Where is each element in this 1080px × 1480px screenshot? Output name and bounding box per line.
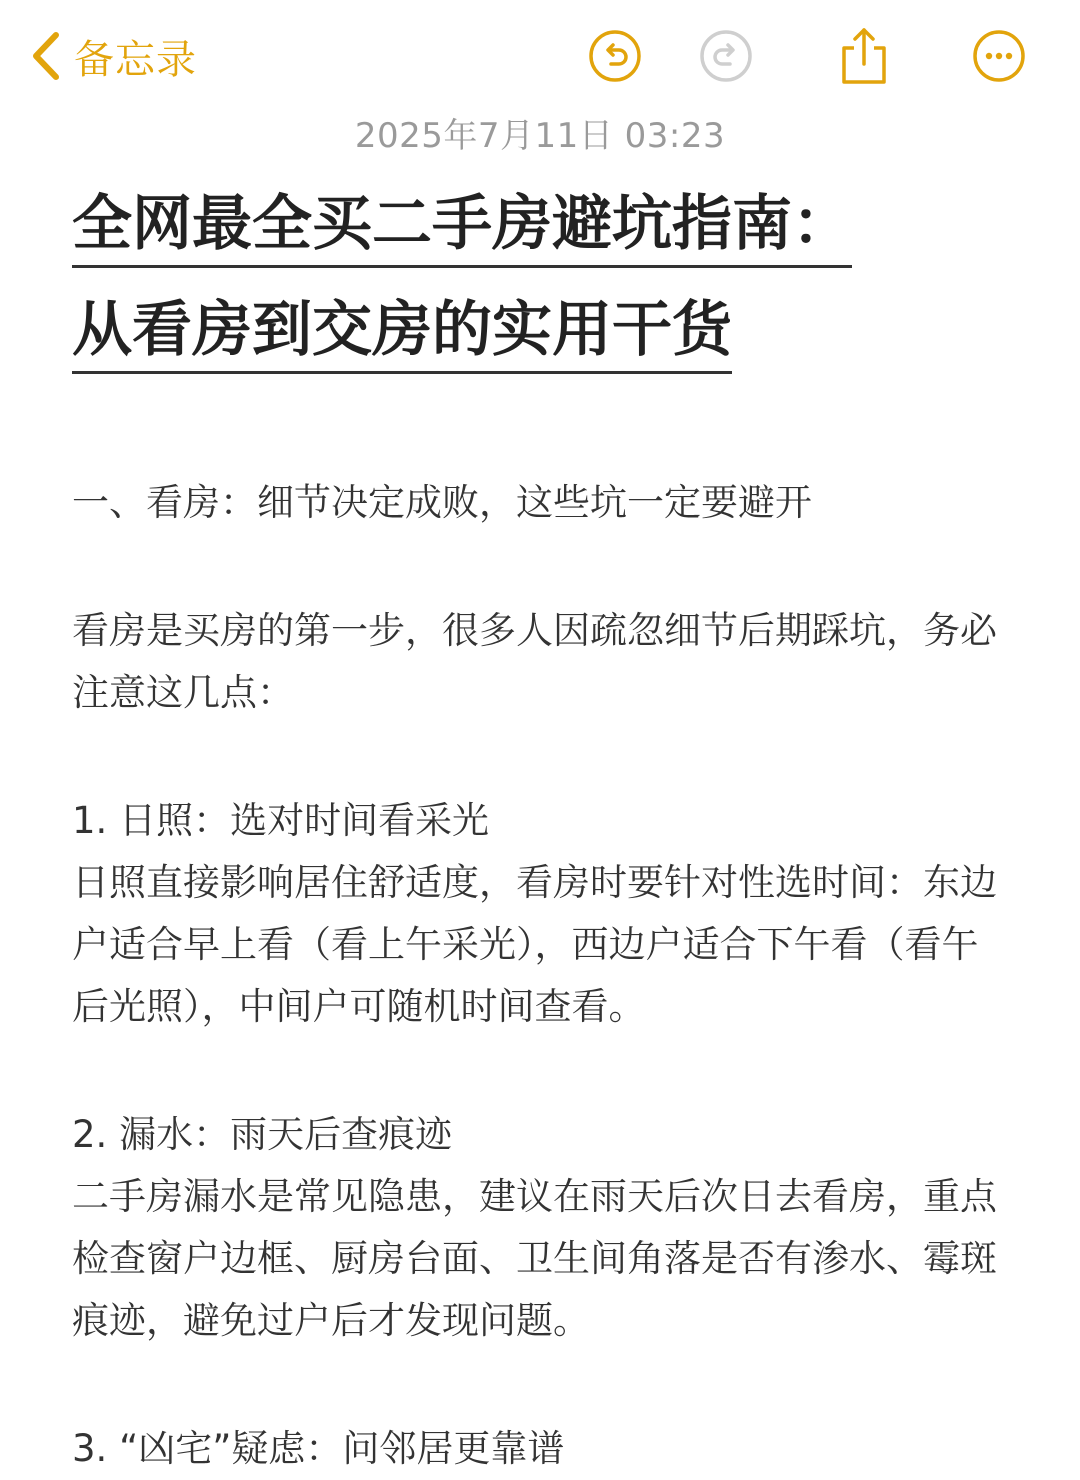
title-line-2: 从看房到交房的实用干货	[72, 289, 732, 374]
item1-body: 日照直接影响居住舒适度，看房时要针对性选时间：东边户适合早上看（看上午采光），西边户适合下午看（看午后光照），中间户可随机时间查看。	[72, 861, 997, 1028]
redo-icon	[698, 28, 754, 84]
title-line-1: 全网最全买二手房避坑指南：	[72, 183, 852, 268]
undo-icon	[587, 28, 643, 84]
more-icon	[971, 28, 1027, 84]
back-button[interactable]	[28, 28, 197, 84]
section-heading: 一、看房：细节决定成败，这些坑一定要避开	[72, 481, 812, 524]
item1-heading: 1. 日照：选对时间看采光	[72, 799, 490, 842]
share-icon	[836, 26, 892, 86]
item2-body: 二手房漏水是常见隐患，建议在雨天后次日去看房，重点检查窗户边框、厨房台面、卫生间角落是否有渗水、霉斑痕迹，避免过户后才发现问题。	[72, 1175, 997, 1342]
share-button[interactable]	[836, 28, 892, 84]
note-body[interactable]	[72, 176, 1012, 1480]
back-label: 备忘录	[74, 36, 197, 83]
undo-button[interactable]	[587, 28, 643, 84]
note-title	[72, 176, 1012, 388]
navigation-bar	[0, 0, 1080, 112]
item3-heading: 3. “凶宅”疑虑：问邻居更靠谱	[72, 1427, 565, 1470]
redo-button[interactable]	[698, 28, 754, 84]
chevron-left-icon	[28, 31, 62, 81]
note-timestamp: 2025年7月11日 03:23	[354, 116, 726, 156]
intro-paragraph: 看房是买房的第一步，很多人因疏忽细节后期踩坑，务必注意这几点：	[72, 609, 997, 714]
item2-heading: 2. 漏水：雨天后查痕迹	[72, 1113, 453, 1156]
more-button[interactable]	[971, 28, 1027, 84]
